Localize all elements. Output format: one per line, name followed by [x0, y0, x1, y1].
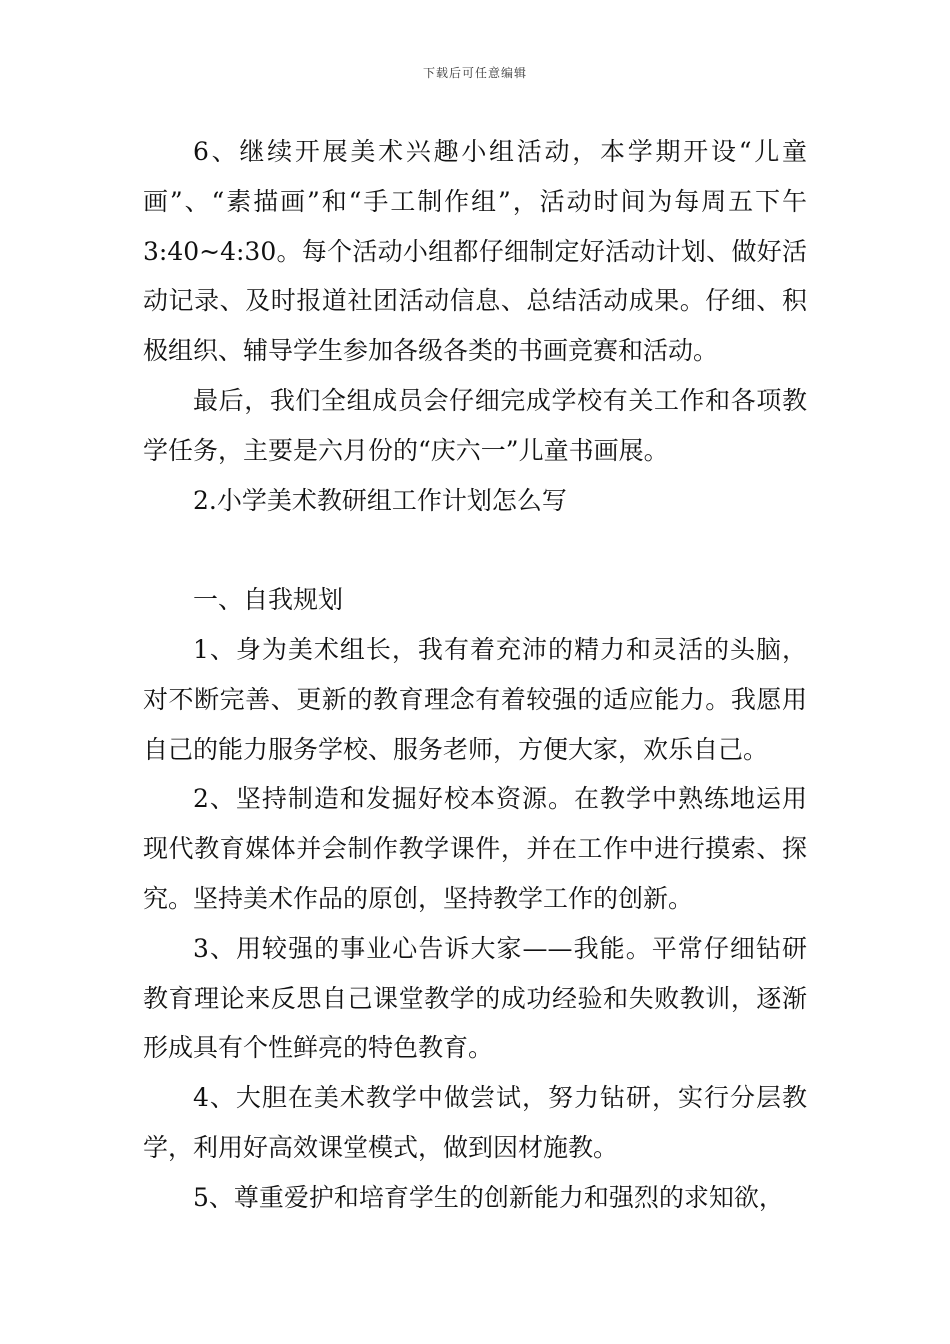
paragraph-item-3: 3、用较强的事业心告诉大家——我能。平常仔细钻研教育理论来反思自己课堂教学的成功经验和失败教训，逐渐形成具有个性鲜亮的特色教育。: [143, 933, 807, 1063]
paragraph-item-2: 2、坚持制造和发掘好校本资源。在教学中熟练地运用现代教育媒体并会制作教学课件，并在工作中进行摸索、探究。坚持美术作品的原创，坚持教学工作的创新。: [143, 784, 807, 913]
document-body: [143, 127, 807, 1223]
paragraph-item-6-activities: 6、继续开展美术兴趣小组活动，本学期开设“儿童画”、“素描画”和“手工制作组”，活动时间为每周五下午3:40~4:30。每个活动小组都仔细制定好活动计划、做好活动记录、及时报道社团活动信息、总结活动成果。仔细、积极组织、辅导学生参加各级各类的书画竞赛和活动。: [143, 137, 807, 366]
paragraph-item-4: 4、大胆在美术教学中做尝试，努力钻研，实行分层教学，利用好高效课堂模式，做到因材施教。: [143, 1083, 807, 1162]
section-heading-2: 2.小学美术教研组工作计划怎么写: [193, 485, 567, 515]
paragraph-item-5: 5、尊重爱护和培育学生的创新能力和强烈的求知欲，: [193, 1182, 784, 1212]
subheading-self-planning: 一、自我规划: [193, 585, 344, 615]
blank-line: [143, 525, 807, 575]
page-header: 下载后可任意编辑: [422, 66, 527, 80]
paragraph-conclusion: 最后，我们全组成员会仔细完成学校有关工作和各项教学任务，主要是六月份的“庆六一”儿童书画展。: [143, 385, 807, 465]
paragraph-item-1: 1、身为美术组长，我有着充沛的精力和灵活的头脑，对不断完善、更新的教育理念有着较强的适应能力。我愿用自己的能力服务学校、服务老师，方便大家，欢乐自己。: [143, 634, 807, 764]
